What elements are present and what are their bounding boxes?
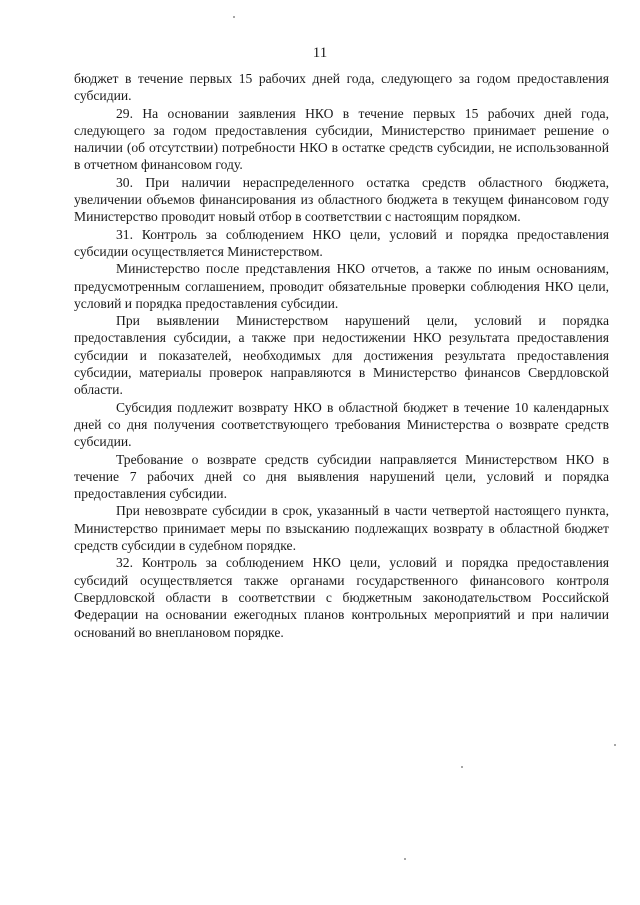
- paragraph-item-29: 29. На основании заявления НКО в течение первых 15 рабочих дней года, следующего за годом предоставления субсидии, Министерство принимает решение о наличии (об отсутствии) потребности НКО в остатке средств субсидии, не использованной в отчетном финансовом году.: [74, 105, 609, 173]
- scan-speck: [404, 858, 406, 860]
- page-number: 11: [312, 45, 328, 61]
- paragraph-inspections: Министерство после представления НКО отчетов, а также по иным основаниям, предусмотренным соглашением, проводит обязательные проверки соблюдения НКО цели, условий и порядка предоставления субсидии.: [74, 261, 609, 311]
- paragraph-refund: Субсидия подлежит возврату НКО в областной бюджет в течение 10 календарных дней со дня получения соответствующего требования Министерства о возврате средств субсидии.: [74, 399, 609, 450]
- scan-speck: [461, 766, 463, 768]
- paragraph-non-refund: При невозврате субсидии в срок, указанный в части четвертой настоящего пункта, Министерство принимает меры по взысканию подлежащих возврату в областной бюджет средств субсидии в судебном порядке.: [74, 503, 609, 554]
- paragraph-refund-request: Требование о возврате средств субсидии направляется Министерством НКО в течение 7 рабочих дней со дня выявления нарушений цели, условий и порядка предоставления субсидии.: [74, 451, 609, 502]
- paragraph-item-30: 30. При наличии нераспределенного остатка средств областного бюджета, увеличении объемов финансирования из областного бюджета в текущем финансовом году Министерство проводит новый отбор в соответствии с настоящим порядком.: [74, 174, 609, 225]
- scan-speck: [233, 16, 235, 18]
- paragraph-continuation: бюджет в течение первых 15 рабочих дней года, следующего за годом предоставления субсидии.: [74, 71, 609, 104]
- page-content: [74, 70, 609, 641]
- scan-speck: [614, 744, 616, 746]
- paragraph-violations: При выявлении Министерством нарушений цели, условий и порядка предоставления субсидии, а также при недостижении НКО результата предоставления субсидии и показателей, необходимых для достижения результата предоставления субсидии, материалы проверок направляются в Министерство финансов Свердловской области.: [74, 313, 609, 398]
- paragraph-item-32: 32. Контроль за соблюдением НКО цели, условий и порядка предоставления субсидий осуществляется также органами государственного финансового контроля Свердловской области в соответствии с бюджетным законодательством Российской Федерации на основании ежегодных планов контрольных мероприятий и при наличии оснований во внеплановом порядке.: [74, 555, 609, 640]
- paragraph-item-31: 31. Контроль за соблюдением НКО цели, условий и порядка предоставления субсидии осуществляется Министерством.: [74, 226, 609, 259]
